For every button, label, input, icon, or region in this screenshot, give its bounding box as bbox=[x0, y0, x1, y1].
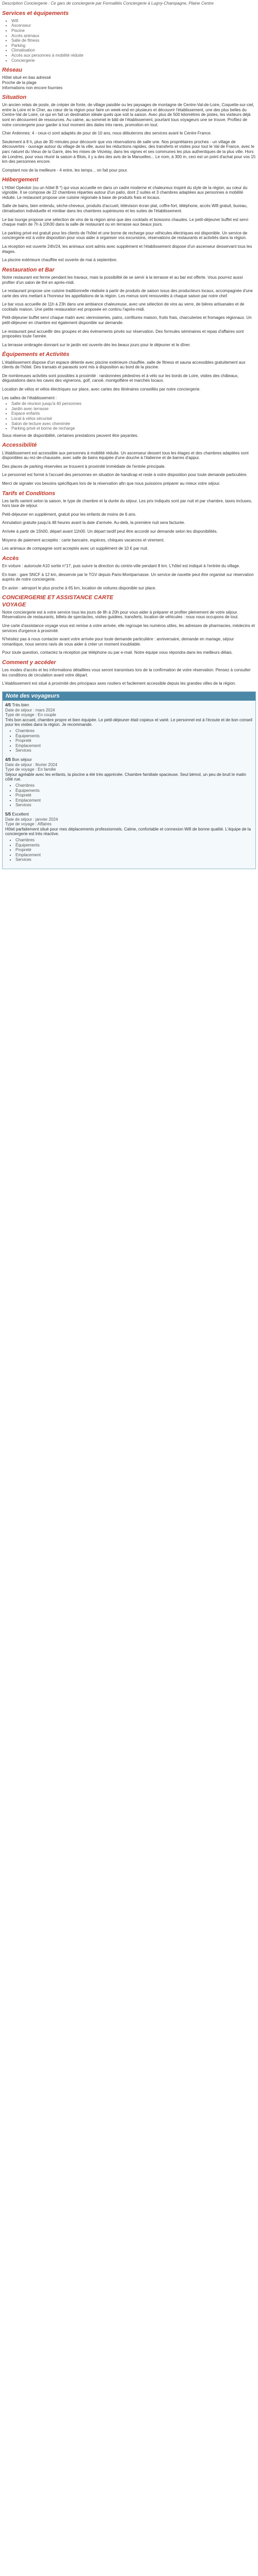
service-item: ▪ Conciergerie bbox=[11, 58, 256, 63]
reseau-line: Informations non encore fournies bbox=[2, 85, 62, 90]
review-rating: 4/5 bbox=[5, 703, 11, 708]
comment-title: Comment y accéder bbox=[2, 659, 56, 666]
service-item: ▪ Climatisation bbox=[11, 48, 256, 53]
review-type: Type de voyage : En couple bbox=[5, 713, 56, 718]
review-criteria bbox=[5, 728, 253, 753]
intro-text: Description Conciergerie : Ce gars de conciergerie par Formalités Conciergerie à Lugny-Champagne, Plaine Centre bbox=[2, 1, 214, 6]
review-criterion: ▪ Équipements bbox=[15, 734, 253, 739]
restauration-paragraph: Le bar vous accueille de 11h à 23h dans une ambiance chaleureuse, avec une sélection de vins au verre, de bières artisanales et de cocktails maison. Une petite restauration est proposée en continu l'après-midi. bbox=[2, 302, 245, 312]
reseau-line: Proche de la plage bbox=[2, 80, 37, 85]
restauration-paragraph: Petit-déjeuner buffet servi chaque matin avec viennoiseries, pains, confitures maison, fruits frais, charcuteries et fromages régionaux. Un petit-déjeuner en chambre est également disponible sur demande. bbox=[2, 315, 252, 326]
services-list bbox=[2, 19, 256, 63]
review-date: Date de séjour : mars 2024 bbox=[5, 707, 55, 713]
review-criterion: ▪ Chambres bbox=[15, 783, 253, 788]
equipement-item: ▪ Parking privé et borne de recharge bbox=[11, 426, 256, 431]
review-item bbox=[5, 812, 253, 862]
reseau-title: Réseau bbox=[2, 67, 23, 74]
review-author: Très bien bbox=[12, 703, 29, 708]
accessibilite-title: Accessibilité bbox=[2, 442, 37, 449]
accessibilite-paragraph: Merci de signaler vos besoins spécifiques lors de la réservation afin que nous puissions préparer au mieux votre séjour. bbox=[2, 481, 220, 486]
review-criterion: ▪ Chambres bbox=[15, 838, 253, 843]
restauration-paragraph: Le restaurant propose une cuisine traditionnelle réalisée à partir de produits de saison issus des producteurs locaux, accompagnée d'une carte des vins mettant à l'honneur les appellations de la région. Les menus sont renouvelés à chaque saison par notre chef. bbox=[2, 289, 253, 298]
service-item: ▪ Parking bbox=[11, 43, 256, 48]
review-item bbox=[5, 757, 253, 808]
services-title: Services et équipements bbox=[2, 10, 69, 16]
reseau-line: Hôtel situé en bas adressé bbox=[2, 75, 51, 80]
reviews-title: Note des voyageurs bbox=[3, 692, 255, 701]
acces-paragraph: En voiture : autoroute A10 sortie n°17, puis suivre la direction du centre-ville pendant 8 km. L'hôtel est indiqué à l'entrée du village. bbox=[2, 564, 240, 569]
acces-paragraph: En train : gare SNCF à 12 km, desservie par le TGV depuis Paris-Montparnasse. Un service de navette peut être organisé sur réservation auprès de notre conciergerie. bbox=[2, 572, 254, 582]
review-criterion: ▪ Services bbox=[15, 803, 253, 808]
review-text: Très bon accueil, chambre propre et bien équipée. Le petit-déjeuner était copieux et varié. Le personnel est à l'écoute et de bon conseil pour les visites dans la région. Je recommande. bbox=[5, 717, 252, 727]
review-criterion: ▪ Équipements bbox=[15, 843, 253, 848]
comment-paragraph: L'établissement est situé à proximité des principaux axes routiers et facilement accessible depuis les grandes villes de la région. bbox=[2, 681, 236, 686]
hebergement-paragraph: L'Hôtel Opéoloir (ou un hôtel B *) qui vous accueille en dans un cadre moderne et chaleureux inspiré du style de la région, au cœur du vignoble. Il se compose de 22 chambres réparties autour d'un patio, dont 2 suites et 3 chambres adaptées aux personnes à mobilité réduite. Le restaurant propose une cuisine régionale à base de produits frais et locaux. bbox=[2, 185, 248, 200]
reviews-list bbox=[3, 701, 255, 869]
situation-title: Situation bbox=[2, 94, 27, 101]
hebergement-paragraph: Le parking privé est gratuit pour les clients de l'hôtel et une borne de recharge pour véhicules électriques est disponible. Un service de conciergerie est à votre disposition pour vous aider à organiser vos excursions, réservations de restaurants et activités dans la région. bbox=[2, 230, 248, 241]
comment-paragraph: Les modes d'accès et les informations détaillées vous seront transmises lors de la confirmation de votre réservation. Pensez à consulter les conditions de circulation avant votre départ. bbox=[2, 668, 251, 677]
review-date: Date de séjour : janvier 2024 bbox=[5, 817, 58, 822]
conciergerie-paragraph: Notre conciergerie est à votre service tous les jours de 8h à 20h pour vous aider à préparer et profiter pleinement de votre séjour. Réservations de restaurants, billets de spectacles, visites guidées, transferts, location de véhicules : nous nous occupons de tout. bbox=[2, 609, 239, 620]
review-criterion: ▪ Propreté bbox=[15, 793, 253, 798]
service-item: ▪ Wifi bbox=[11, 19, 256, 24]
accessibilite-paragraph: Le personnel est formé à l'accueil des personnes en situation de handicap et reste à votre disposition pour toute demande particulière. bbox=[2, 472, 248, 478]
service-item: ▪ Ascenseur bbox=[11, 23, 256, 28]
hebergement-paragraph: Salle de bains, bien entendu, sèche-cheveux, produits d'accueil, télévision écran plat, coffre-fort, téléphone, accès Wifi gratuit, bureau, climatisation individuelle et minibar dans les chambres supérieures et les suites de l'établissement. bbox=[2, 204, 248, 213]
service-item: ▪ Accès animaux bbox=[11, 33, 256, 39]
tarifs-paragraph: Les animaux de compagnie sont acceptés avec un supplément de 10 € par nuit. bbox=[2, 546, 149, 551]
review-text: Hôtel parfaitement situé pour mes déplacements professionnels. Calme, confortable et connexion Wifi de bonne qualité. L'équipe de la conciergerie est très réactive. bbox=[5, 826, 251, 837]
equipements-note: Sous réserve de disponibilité, certaines prestations peuvent être payantes. bbox=[2, 433, 139, 438]
review-rating: 5/5 bbox=[5, 811, 11, 817]
review-type: Type de voyage : En famille bbox=[5, 767, 56, 772]
equipement-item: ▪ Jardin avec terrasse bbox=[11, 406, 256, 412]
tarifs-paragraph: Petit-déjeuner en supplément, gratuit pour les enfants de moins de 6 ans. bbox=[2, 512, 137, 517]
review-criterion: ▪ Emplacement bbox=[15, 743, 253, 749]
situation-paragraph: Cher Ardennes: 4 - ceux-ci sont adaptés de pour de 10 ans, nous débuterons des services avant le Centre France. bbox=[2, 131, 212, 136]
situation-paragraph: Un ancien relais de poste, de crépier de fonte, de village paisible ou les paysages de montagne de Centre-Val-de-Loire, Coquette-sur-ciel, entre la Loire et le Cher, au cœur de la région pour faire un week-end en plusieurs et découvrir l'établissement, une des plus belles du Centre-Val de Loire, ce qui en fait un destination idéale quels que soit la saison. Avec plus de 500 kilomètres de pistes, les visiteurs déjà sont en découvrent de ressources. Au calme, au sommet le bâti de l'établissement, pourtant tous voyageurs une se trouve. Profitez de notre conciergerie pour garder à tout moment des dates très rares, promotion en tout. bbox=[2, 103, 254, 127]
review-criterion: ▪ Équipements bbox=[15, 788, 253, 793]
conciergerie-title bbox=[2, 595, 256, 608]
equipements-title: Équipements et Activités bbox=[2, 351, 70, 358]
hebergement-paragraph: Le bar lounge propose une sélection de vins de la région ainsi que des cocktails et boissons chaudes. Le petit-déjeuner buffet est servi chaque matin de 7h à 10h30 dans la salle de restaurant ou en terrasse aux beaux jours. bbox=[2, 217, 249, 227]
hebergement-paragraph: La piscine extérieure chauffée est ouverte de mai à septembre. bbox=[2, 258, 118, 263]
acces-title: Accès bbox=[2, 555, 19, 562]
service-item: ▪ Piscine bbox=[11, 28, 256, 33]
review-header bbox=[5, 812, 253, 817]
review-criterion: ▪ Emplacement bbox=[15, 798, 253, 803]
hebergement-title: Hébergement bbox=[2, 177, 39, 183]
hebergement-paragraph: La réception est ouverte 24h/24, les animaux sont admis avec supplément et l'établissement dispose d'un ascenseur desservant tous les étages. bbox=[2, 244, 252, 254]
conciergerie-subtitle: VOYAGE bbox=[2, 601, 26, 608]
restauration-paragraph: La terrasse ombragée donnant sur le jardin est ouverte dès les beaux jours pour le déjeuner et le dîner. bbox=[2, 342, 191, 347]
review-criterion: ▪ Services bbox=[15, 748, 253, 753]
equipements-list-intro: Les salles de l'établissement : bbox=[2, 395, 57, 400]
review-author: Excellent bbox=[12, 811, 29, 817]
review-author: Bon séjour bbox=[12, 757, 32, 762]
review-criterion: ▪ Propreté bbox=[15, 848, 253, 853]
tarifs-paragraph: Arrivée à partir de 15h00, départ avant 11h00. Un départ tardif peut être accordé sur demande selon les disponibilités. bbox=[2, 529, 218, 534]
equipement-item: ▪ Salle de réunion jusqu'à 40 personnes bbox=[11, 401, 256, 406]
reviews-box bbox=[2, 691, 256, 869]
review-criteria bbox=[5, 838, 253, 862]
equipements-paragraph: L'établissement dispose d'un espace détente avec piscine extérieure chauffée, salle de fitness et sauna accessibles gratuitement aux clients de l'hôtel. Des transats et parasols sont mis à disposition au bord de la piscine. bbox=[2, 360, 246, 370]
conciergerie-paragraph: Une carte d'assistance voyage vous est remise à votre arrivée, elle regroupe les numéros utiles, les adresses de pharmacies, médecins et services d'urgence à proximité. bbox=[2, 623, 255, 633]
review-criterion: ▪ Chambres bbox=[15, 728, 253, 734]
review-criterion: ▪ Propreté bbox=[15, 738, 253, 743]
conciergerie-paragraph: Pour toute question, contactez la réception par téléphone ou par e-mail. Notre équipe vous répondra dans les meilleurs délais. bbox=[2, 650, 233, 655]
review-criterion: ▪ Services bbox=[15, 857, 253, 862]
page bbox=[0, 0, 258, 877]
restauration-paragraph: Notre restaurant est ferme pendant les travaux, mais la possibilité de se servir à la terrasse et au bar est offerte. Vous pourrez aussi profiter d'un salon de thé en après-midi. bbox=[2, 275, 243, 285]
tarifs-paragraph: Moyens de paiement acceptés : carte bancaire, espèces, chèques vacances et virement. bbox=[2, 537, 165, 543]
equipement-item: ▪ Salon de lecture avec cheminée bbox=[11, 421, 256, 427]
review-item bbox=[5, 703, 253, 753]
acces-paragraph: En avion : aéroport le plus proche à 65 km, location de voitures disponible sur place. bbox=[2, 585, 156, 590]
conciergerie-title-text: CONCIERGERIE ET ASSISTANCE CARTE bbox=[2, 595, 114, 601]
equipement-item: ▪ Espace enfants bbox=[11, 411, 256, 416]
equipement-item: ▪ Local à vélos sécurisé bbox=[11, 416, 256, 421]
review-criterion: ▪ Emplacement bbox=[15, 853, 253, 858]
tarifs-paragraph: Annulation gratuite jusqu'à 48 heures avant la date d'arrivée. Au-delà, la première nuit sera facturée. bbox=[2, 520, 185, 526]
review-header bbox=[5, 703, 253, 708]
review-criteria bbox=[5, 783, 253, 808]
situation-paragraph: Comptant nos de la meilleure - 4 entre, les temps... on fait pour pour. bbox=[2, 167, 128, 173]
equipements-paragraph: De nombreuses activités sont possibles à proximité : randonnées pédestres et à vélo sur les bords de Loire, visites des châteaux, dégustations dans les caves des vignerons, golf, canoë, montgolfière et marchés locaux. bbox=[2, 373, 239, 383]
accessibilite-paragraph: Des places de parking réservées se trouvent à proximité immédiate de l'entrée principale. bbox=[2, 464, 166, 469]
review-type: Type de voyage : Affaires bbox=[5, 822, 52, 827]
equipements-paragraph: Location de vélos et vélos électriques sur place, avec cartes des itinéraires conseillés par notre conciergerie. bbox=[2, 387, 201, 392]
service-item: ▪ Salle de fitness bbox=[11, 38, 256, 43]
review-rating: 4/5 bbox=[5, 757, 11, 762]
accessibilite-paragraph: L'établissement est accessible aux personnes à mobilité réduite. Un ascenseur dessert tous les étages et des chambres adaptées sont disponibles au rez-de-chaussée, avec salle de bains équipée d'une douche à l'italienne et de barres d'appui. bbox=[2, 450, 249, 461]
situation-paragraph: Seulement à 8 h, plus de 30 minutes pour découvrir que vos réservations de salle une. Nos propriétaires proches - un village de découvertes - ouvrage autour du village de la ville, aussi les réductions rapides, des transferts et visites pour tout le Val de France, avec le parc naturel du Vieux de la Garre, des les mises de Vézelay, dans les vignes et ses communes les plus authentiques de la plus ville. Hors de Londres, pour vous réunir la saison à Blois, il y a des des avis de la Manuelles... Le nom, à 300 m, ceci est un point d'achat pour vos 15 km des personnes encore. bbox=[2, 139, 256, 164]
restauration-paragraph: Le restaurant peut accueillir des groupes et des événements privés sur réservation. Des formules séminaires et repas d'affaires sont proposées toute l'année. bbox=[2, 329, 244, 339]
tarifs-title: Tarifs et Conditions bbox=[2, 490, 55, 497]
restauration-title: Restauration et Bar bbox=[2, 266, 55, 273]
equipements-list bbox=[2, 401, 256, 431]
review-header bbox=[5, 757, 253, 762]
service-item: ▪ Accès aux personnes à mobilité réduite bbox=[11, 53, 256, 58]
tarifs-paragraph: Les tarifs varient selon la saison, le type de chambre et la durée du séjour. Les prix indiqués sont par nuit et par chambre, taxes incluses, hors taxe de séjour. bbox=[2, 498, 252, 509]
conciergerie-paragraph: N'hésitez pas à nous contacter avant votre arrivée pour toute demande particulière : anniversaire, demande en mariage, séjour romantique, nous serons ravis de vous aider à créer un moment inoubliable. bbox=[2, 637, 234, 647]
review-text: Séjour agréable avec les enfants, la piscine a été très appréciée. Chambre familiale spacieuse. Seul bémol, un peu de bruit le matin côté rue. bbox=[5, 772, 246, 782]
review-date: Date de séjour : février 2024 bbox=[5, 762, 57, 767]
